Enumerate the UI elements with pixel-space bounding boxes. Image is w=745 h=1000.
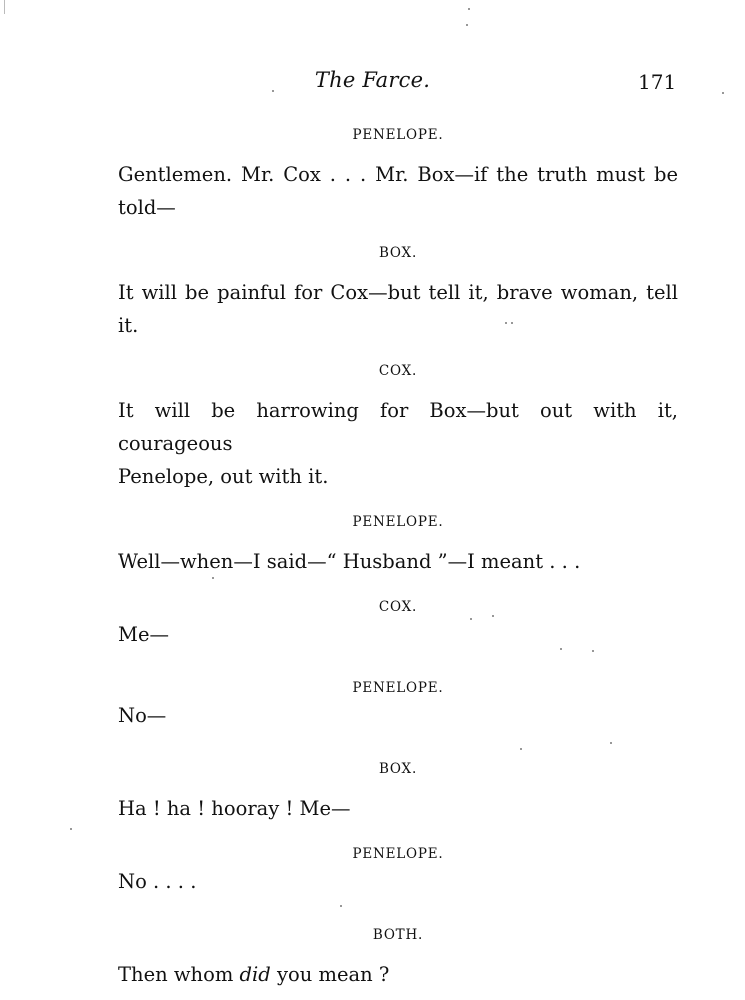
speaker-name: BOX. [378, 245, 418, 261]
speaker-name: PENELOPE. [352, 127, 444, 143]
speaker-name: COX. [378, 599, 418, 615]
speech-fragment: Then whom [118, 963, 240, 986]
speech-line: No— [118, 704, 167, 727]
speaker-name: PENELOPE. [352, 514, 444, 530]
speaker-name: BOTH. [372, 927, 424, 943]
speaker-name: PENELOPE. [352, 680, 444, 696]
speaker-name: PENELOPE. [352, 846, 444, 862]
speech-line: Well—when—I said—“ Husband ”—I meant . . . [118, 550, 581, 573]
speech-line: Penelope, out with it. [118, 465, 329, 488]
dialogue-text [118, 126, 678, 991]
page-number: 171 [638, 70, 677, 94]
speech-line: Gentlemen. Mr. Cox . . . Mr. Box—if the truth must be [118, 163, 678, 186]
page-edge-mark [4, 0, 5, 14]
speech-fragment: you mean ? [270, 963, 390, 986]
speech-line: told— [118, 196, 176, 219]
speech-line [118, 958, 678, 991]
speech-line: It will be harrowing for Box—but out with it, courageous [118, 399, 678, 455]
speaker-name: COX. [378, 363, 418, 379]
speaker-name: BOX. [378, 761, 418, 777]
speech-line: Ha ! ha ! hooray ! Me— [118, 797, 351, 820]
speech-line: No . . . . [118, 870, 197, 893]
speech-line: It will be painful for Cox—but tell it, brave woman, tell it. [118, 281, 678, 337]
speech-fragment-italic: did [239, 963, 271, 986]
speech-line: Me— [118, 623, 170, 646]
running-title: The Farce. [314, 68, 431, 92]
